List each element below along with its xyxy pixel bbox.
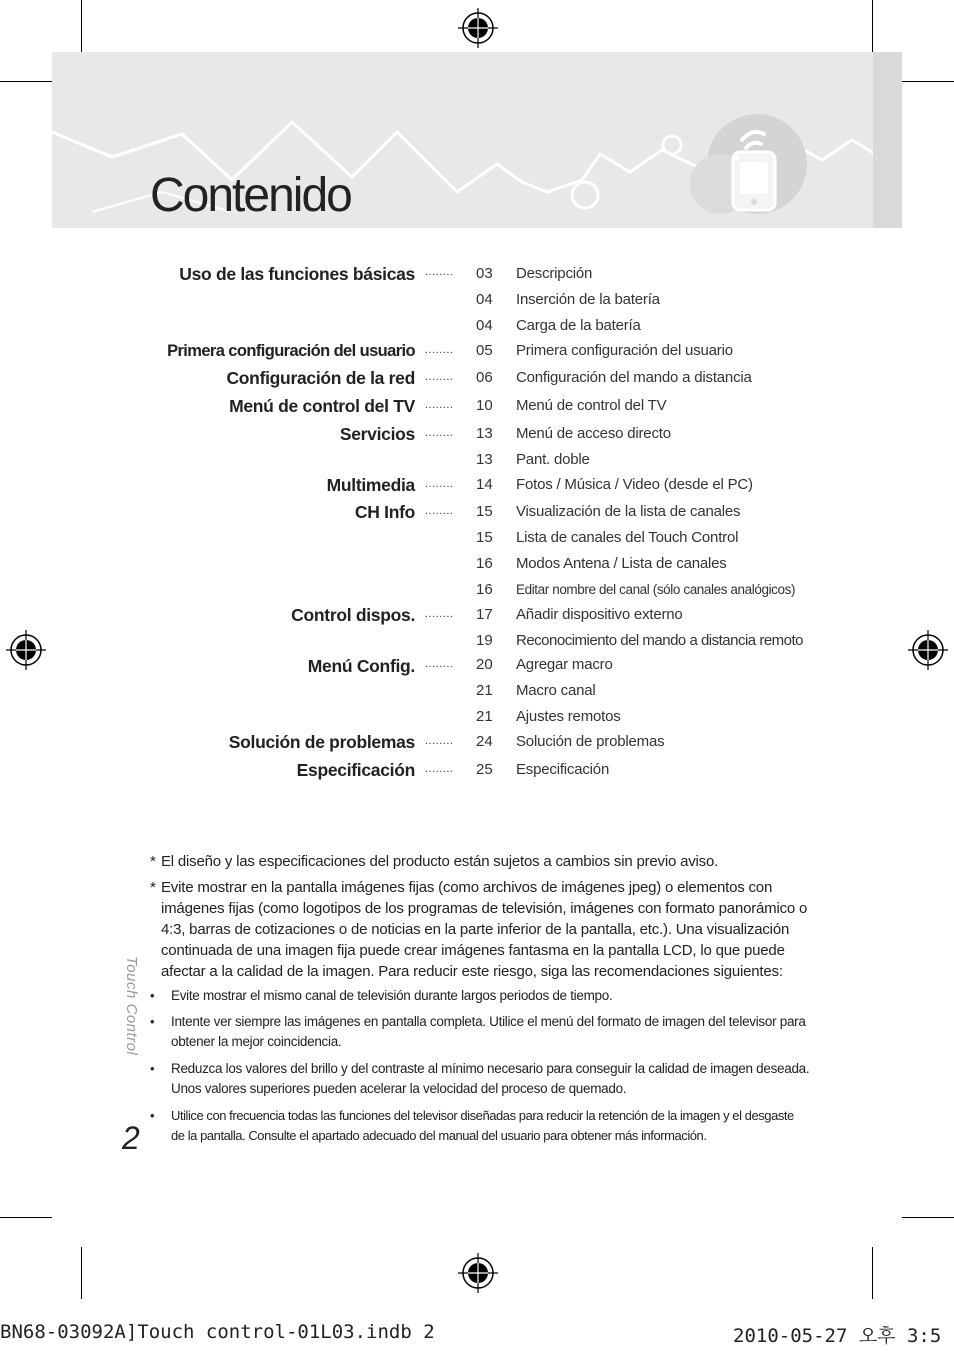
registration-mark-bottom-icon [458, 1253, 498, 1293]
toc-entry-page: 14 [476, 476, 493, 493]
bullet-marker: • [150, 1061, 155, 1076]
toc-section-title: Control dispos. [291, 605, 415, 625]
toc-entry-page: 05 [476, 342, 493, 359]
bullet-item [150, 1012, 810, 1052]
toc-entry-page: 10 [476, 397, 493, 414]
bullet-item [150, 986, 810, 1006]
crop-mark-top-right-h [902, 81, 954, 82]
toc-entry-title: Editar nombre del canal (sólo canales analógicos) [516, 582, 796, 597]
toc-leader-dots: ........ [425, 608, 454, 620]
crop-mark-bottom-right-v [872, 1247, 873, 1299]
crop-mark-bottom-right-h [902, 1217, 954, 1218]
note-item [150, 851, 810, 872]
toc-leader-dots: ........ [425, 266, 454, 278]
bullet-marker: • [150, 988, 155, 1003]
toc-entry-page: 13 [476, 451, 493, 468]
toc-leader-dots: ........ [425, 658, 454, 670]
toc-section-title: CH Info [354, 502, 415, 522]
toc-entry-page: 19 [476, 632, 493, 649]
toc-section-title: Servicios [339, 424, 415, 444]
toc-entry-page: 20 [476, 656, 493, 673]
toc-entry-title: Pant. doble [516, 451, 590, 468]
toc-entry-page: 21 [476, 682, 493, 699]
toc-leader-dots: ........ [425, 344, 454, 356]
crop-mark-top-left-h [0, 81, 52, 82]
toc-entry-title: Menú de control del TV [516, 397, 667, 414]
toc-entry-title: Modos Antena / Lista de canales [516, 555, 727, 572]
toc-entry-title: Descripción [516, 265, 593, 282]
toc-entry-title: Añadir dispositivo externo [516, 606, 683, 623]
toc-entry-page: 04 [476, 317, 493, 334]
toc-entry-title: Configuración del mando a distancia [516, 369, 752, 386]
touch-control-remote-icon [720, 120, 800, 228]
bullet-text: Reduzca los valores del brillo y del contraste al mínimo necesario para conseguir la calidad de imagen deseada. Unos valores superiores pueden acelerar la velocidad del proceso de quemado. [171, 1061, 810, 1096]
toc-section-title: Solución de problemas [228, 732, 415, 752]
banner-edge-strip [873, 52, 902, 228]
toc-leader-dots: ........ [425, 399, 454, 411]
toc-section-title: Especificación [296, 760, 415, 780]
toc-entry-title: Agregar macro [516, 656, 613, 673]
toc-leader-dots: ........ [425, 371, 454, 383]
bullet-item [150, 1106, 810, 1146]
toc-entry-title: Solución de problemas [516, 733, 665, 750]
toc-entry-page: 15 [476, 503, 493, 520]
toc-entry-page: 06 [476, 369, 493, 386]
crop-mark-bottom-left-h [0, 1217, 52, 1218]
toc-entry-page: 21 [476, 708, 493, 725]
print-footer-date: 2010-05-27 오후 3:5 [733, 1325, 942, 1347]
toc-entry-page: 03 [476, 265, 493, 282]
note-asterisk: * [150, 879, 156, 896]
print-footer-filename: BN68-03092A]Touch control-01L03.indb 2 [0, 1321, 435, 1343]
toc-section-title: Menú Config. [307, 656, 415, 676]
toc-entry-title: Inserción de la batería [516, 291, 660, 308]
toc-entry-page: 17 [476, 606, 493, 623]
toc-leader-dots: ........ [425, 763, 454, 775]
crop-mark-bottom-left-v [81, 1247, 82, 1299]
toc-entry-title: Especificación [516, 761, 610, 778]
bullet-text: Utilice con frecuencia todas las funciones del televisor diseñadas para reducir la retención de la imagen y el desgaste de la pantalla. Consulte el apartado adecuado del manual del usuario para obtener más información. [171, 1108, 794, 1143]
note-item [150, 877, 810, 982]
toc-section-title: Menú de control del TV [229, 396, 415, 416]
registration-mark-right-icon [908, 630, 948, 670]
bullet-text: Evite mostrar el mismo canal de televisión durante largos periodos de tiempo. [171, 988, 613, 1003]
toc-entry-page: 25 [476, 761, 493, 778]
toc-entry-page: 13 [476, 425, 493, 442]
toc-entry-title: Visualización de la lista de canales [516, 503, 741, 520]
toc-entry-title: Fotos / Música / Video (desde el PC) [516, 476, 753, 493]
toc-entry-page: 15 [476, 529, 493, 546]
toc-entry-title: Menú de acceso directo [516, 425, 671, 442]
toc-entry-title: Macro canal [516, 682, 596, 699]
toc-leader-dots: ........ [425, 505, 454, 517]
bullet-item [150, 1059, 810, 1099]
bullet-marker: • [150, 1014, 155, 1029]
crop-mark-top-right-v [872, 0, 873, 52]
toc-leader-dots: ........ [425, 735, 454, 747]
toc-section-title: Configuración de la red [226, 368, 415, 388]
toc-section-title: Primera configuración del usuario [167, 342, 415, 360]
note-asterisk: * [150, 853, 156, 870]
bullet-marker: • [150, 1108, 155, 1123]
page-number: 2 [122, 1120, 140, 1156]
page-title: Contenido [150, 169, 351, 222]
toc-entry-page: 24 [476, 733, 493, 750]
registration-mark-top-icon [458, 8, 498, 48]
toc-entry-title: Primera configuración del usuario [516, 342, 733, 359]
toc-section-title: Multimedia [326, 475, 415, 495]
toc-entry-title: Ajustes remotos [516, 708, 621, 725]
registration-mark-left-icon [6, 630, 46, 670]
toc-entry-page: 16 [476, 555, 493, 572]
toc-leader-dots: ........ [425, 478, 454, 490]
toc-entry-title: Lista de canales del Touch Control [516, 529, 739, 546]
toc-leader-dots: ........ [425, 427, 454, 439]
bullet-text: Intente ver siempre las imágenes en pantalla completa. Utilice el menú del formato de imagen del televisor para obtener la mejor coincidencia. [171, 1014, 806, 1049]
toc-entry-page: 04 [476, 291, 493, 308]
note-text: El diseño y las especificaciones del producto están sujetos a cambios sin previo aviso. [161, 853, 719, 870]
toc-entry-page: 16 [476, 581, 493, 598]
side-section-label: Touch Control [123, 956, 140, 1056]
toc-section-title: Uso de las funciones básicas [179, 264, 415, 284]
note-text: Evite mostrar en la pantalla imágenes fijas (como archivos de imágenes jpeg) o elementos con imágenes fijas (como logotipos de los programas de televisión, imágenes con formato panorámico o 4:3, barras de cotizaciones o de noticias en la parte inferior de la pantalla, etc.). Una visualización continuada de una imagen fija puede crear imágenes fantasma en la pantalla LCD, lo que puede afectar a la calidad de la imagen. Para reducir este riesgo, siga las recomendaciones siguientes: [161, 879, 808, 980]
toc-entry-title: Reconocimiento del mando a distancia remoto [516, 632, 804, 649]
crop-mark-top-left-v [81, 0, 82, 52]
toc-entry-title: Carga de la batería [516, 317, 641, 334]
